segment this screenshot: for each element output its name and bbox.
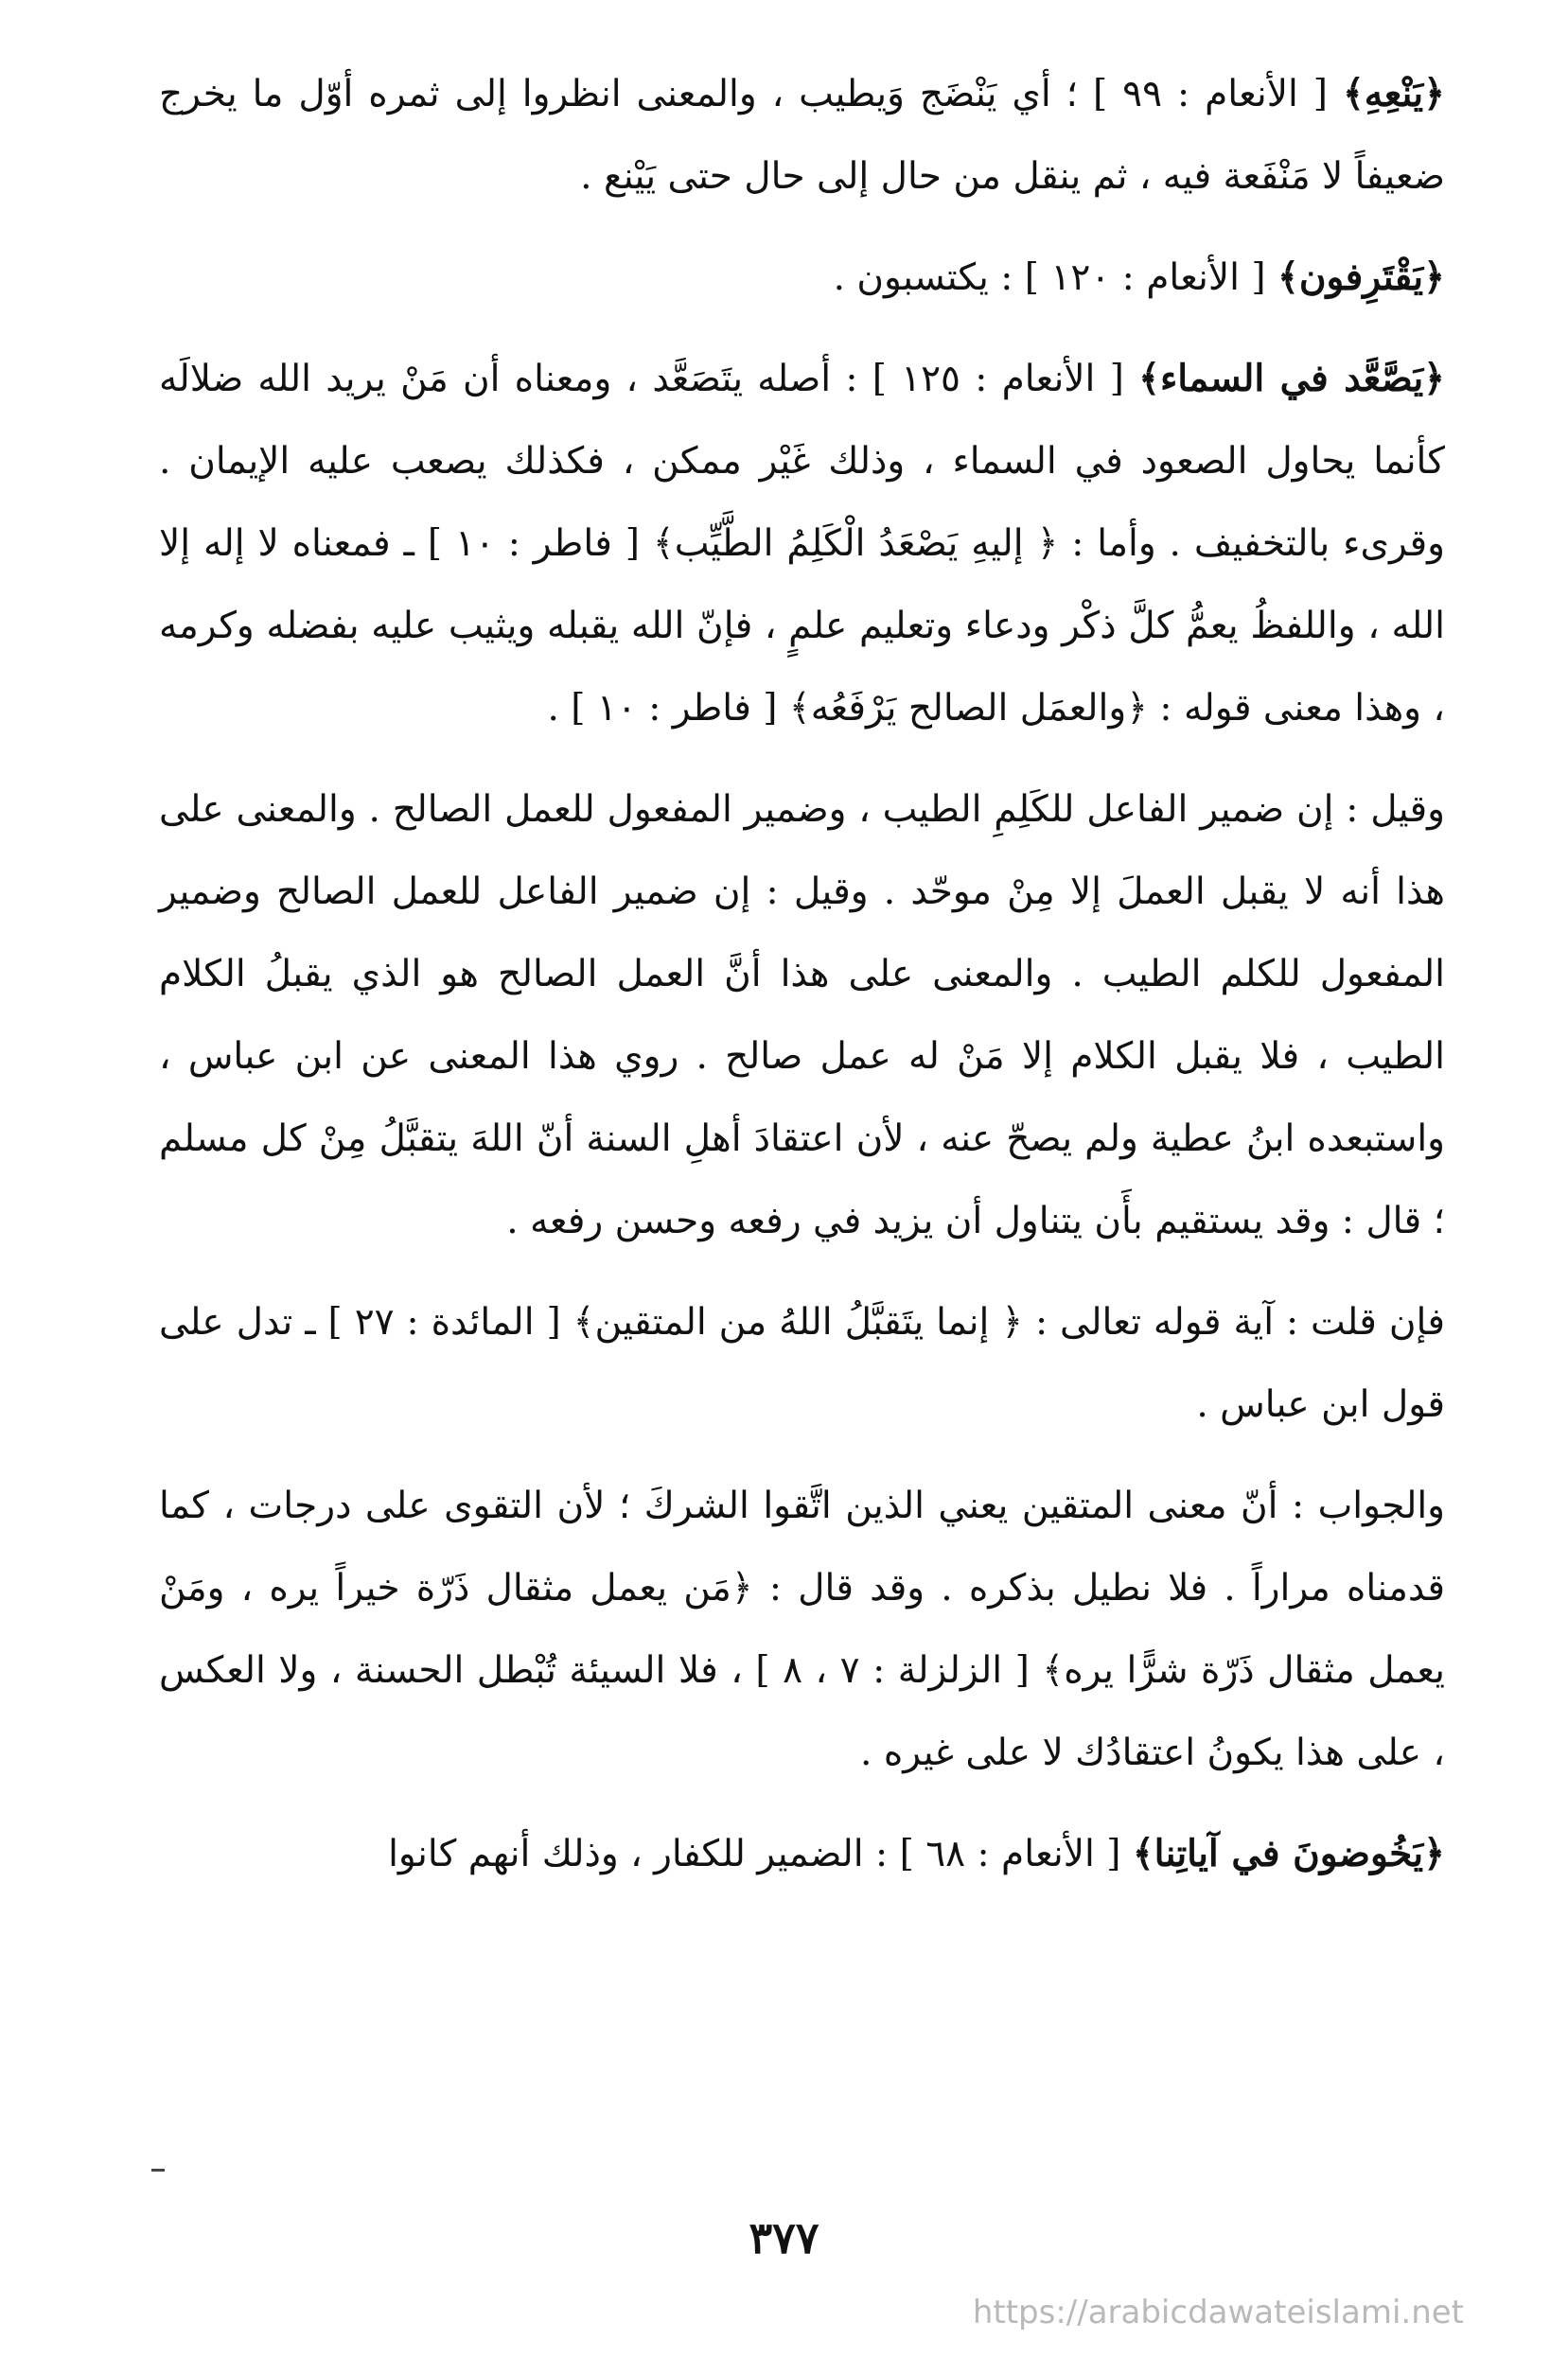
paragraph-text: [ الأنعام : ١٢٠ ] : يكتسبون . bbox=[833, 256, 1277, 299]
paragraph-question bbox=[159, 1281, 1445, 1446]
page-body-text bbox=[159, 53, 1445, 1914]
paragraph-text: وقيل : إن ضمير الفاعل للكَلِمِ الطيب ، وضمير المفعول للعمل الصالح . والمعنى على هذا أنه لا يقبل العملَ إلا مِنْ موحّد . وقيل : إن ضمير الفاعل للعمل الصالح وضمير المفعول للكلم الطيب . والمعنى على هذا أنَّ العمل الصالح هو الذي يقبلُ الكلام الطيب ، فلا يقبل الكلام إلا مَنْ له عمل صالح . روي هذا المعنى عن ابن عباس ، واستبعده ابنُ عطية ولم يصحّ عنه ، لأن اعتقادَ أهلِ السنة أنّ اللهَ يتقبَّلُ مِنْ كل مسلم ؛ قال : وقد يستقيم بأَن يتناول أن يزيد في رفعه وحسن رفعه . bbox=[159, 788, 1445, 1242]
paragraph-yanihi bbox=[159, 53, 1445, 218]
paragraph-yassaad bbox=[159, 338, 1445, 749]
paragraph-qila bbox=[159, 768, 1445, 1262]
paragraph-text: [ الأنعام : ٩٩ ] ؛ أي يَنْضَج وَيطيب ، والمعنى انظروا إلى ثمره أوّل ما يخرج ضعيفاً لا مَنْفَعة فيه ، ثم ينقل من حال إلى حال حتى يَيْنع . bbox=[159, 73, 1445, 198]
paragraph-text: [ الأنعام : ١٢٥ ] : أصله يتَصَعَّد ، ومعناه أن مَنْ يريد الله ضلالَه كأنما يحاول الصعود في السماء ، وذلك غَيْر ممكن ، فكذلك يصعب عليه الإيمان . وقرىء بالتخفيف . وأما : ﴿ إليهِ يَصْعَدُ الْكَلِمُ الطَّيِّب﴾ [ فاطر : ١٠ ] ـ فمعناه لا إله إلا الله ، واللفظُ يعمُّ كلَّ ذكْر ودعاء وتعليم علمٍ ، فإنّ الله يقبله ويثيب عليه بفضله وكرمه ، وهذا معنى قوله : ﴿والعمَل الصالح يَرْفَعُه﴾ [ فاطر : ١٠ ] . bbox=[159, 358, 1445, 730]
paragraph-yakhudun bbox=[159, 1813, 1445, 1895]
paragraph-text: والجواب : أنّ معنى المتقين يعني الذين اتَّقوا الشركَ ؛ لأن التقوى على درجات ، كما قدمناه مراراً . فلا نطيل بذكره . وقد قال : ﴿مَن يعمل مثقال ذَرّة خيراً يره ، ومَنْ يعمل مثقال ذَرّة شرًّا يره﴾ [ الزلزلة : ٧ ، ٨ ] ، فلا السيئة تُبْطل الحسنة ، ولا العكس ، على هذا يكونُ اعتقادُك لا على غيره . bbox=[159, 1485, 1445, 1774]
quran-term: ﴿يَصَّعَّد في السماء﴾ bbox=[1138, 357, 1446, 400]
quran-term: ﴿يَخُوضونَ في آياتِنا﴾ bbox=[1132, 1832, 1445, 1875]
page-number: ٣٧٧ bbox=[749, 2212, 819, 2263]
quran-term: ﴿يَقْتَرِفون﴾ bbox=[1277, 255, 1445, 299]
quran-term: ﴿يَنْعِهِ﴾ bbox=[1342, 72, 1445, 115]
paragraph-text: فإن قلت : آية قوله تعالى : ﴿ إنما يتَقبَّلُ اللهُ من المتقين﴾ [ المائدة : ٢٧ ] ـ تدل على قول ابن عباس . bbox=[159, 1301, 1445, 1426]
watermark-url: https://arabicdawateislami.net bbox=[972, 2294, 1464, 2331]
margin-mark bbox=[151, 2169, 165, 2172]
paragraph-yaqtarifun bbox=[159, 237, 1445, 319]
paragraph-answer bbox=[159, 1465, 1445, 1794]
paragraph-text: [ الأنعام : ٦٨ ] : الضمير للكفار ، وذلك أنهم كانوا bbox=[388, 1833, 1133, 1875]
